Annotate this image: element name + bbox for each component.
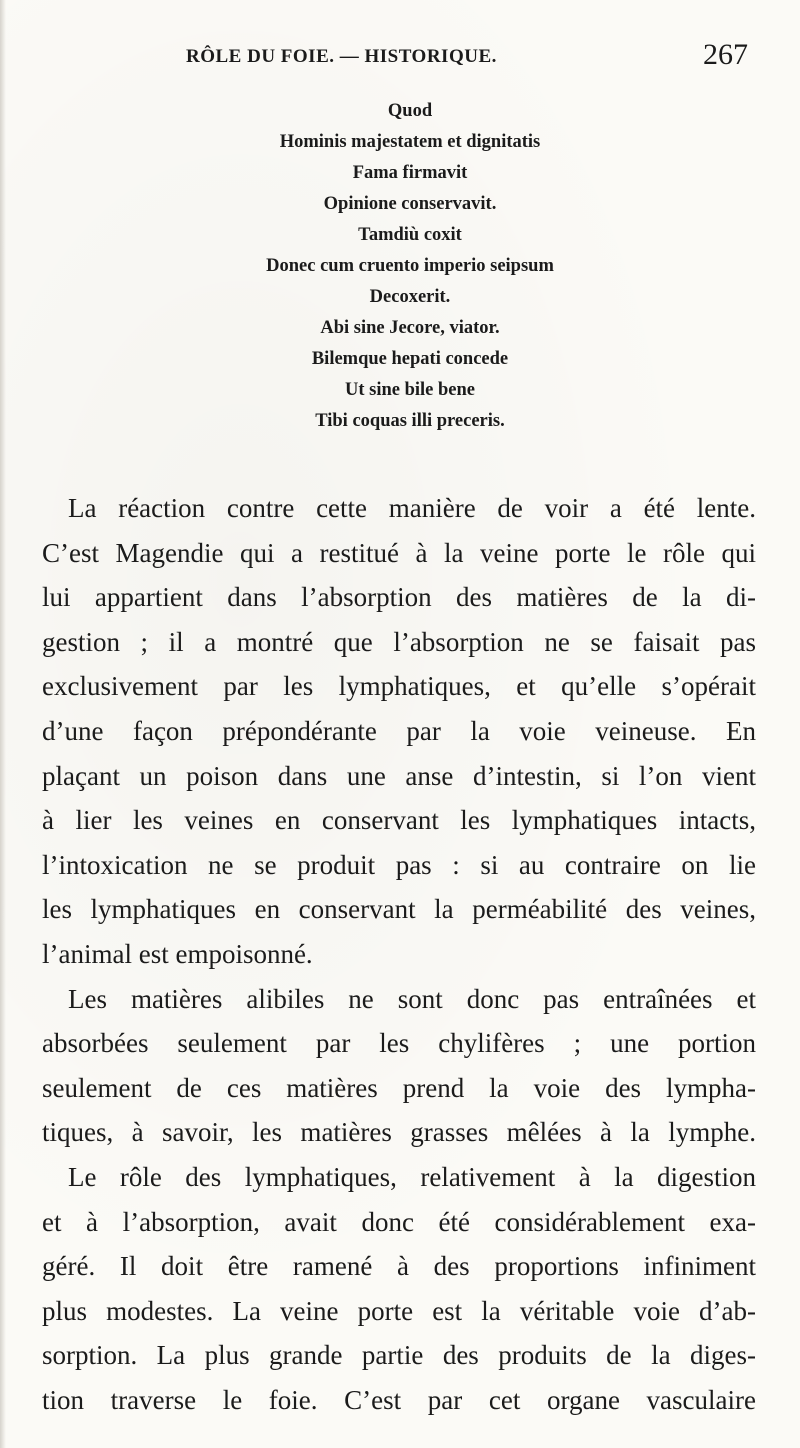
- text-line: tion traverse le foie. C’est par cet organe vasculaire: [42, 1384, 756, 1415]
- epitaph-line: Bilemque hepati concede: [311, 349, 509, 369]
- text-line: La réaction contre cette manière de voir a été lente.: [68, 493, 756, 523]
- text-line: géré. Il doit être ramené à des proportions infiniment: [42, 1251, 756, 1282]
- text-line: l’intoxication ne se produit pas : si au contraire on lie: [42, 849, 756, 880]
- epitaph-line: Decoxerit.: [369, 287, 451, 307]
- body-text: [42, 486, 756, 1422]
- epitaph-line: Opinione conservavit.: [323, 194, 497, 214]
- text-line: Les matières alibiles ne sont donc pas entraînées et: [68, 983, 756, 1014]
- text-line: gestion ; il a montré que l’absorption ne se faisait pas: [42, 626, 756, 657]
- page-number: 267: [703, 38, 748, 71]
- text-line: et à l’absorption, avait donc été considérablement exa-: [42, 1206, 756, 1237]
- text-line: plaçant un poison dans une anse d’intestin, si l’on vient: [42, 760, 756, 791]
- text-line: tiques, à savoir, les matières grasses mêlées à la lymphe.: [42, 1117, 756, 1148]
- text-line: à lier les veines en conservant les lymphatiques intacts,: [42, 805, 756, 836]
- text-line: seulement de ces matières prend la voie des lympha-: [42, 1072, 756, 1103]
- epitaph-line: Donec cum cruento imperio seipsum: [266, 256, 554, 276]
- text-line: les lymphatiques en conservant la perméabilité des veines,: [42, 894, 756, 925]
- latin-epitaph: [0, 96, 800, 437]
- text-line: l’animal est empoisonné.: [42, 938, 313, 969]
- running-head: [0, 40, 800, 80]
- epitaph-line: Abi sine Jecore, viator.: [320, 318, 500, 338]
- text-line: plus modestes. La veine porte est la véritable voie d’ab-: [42, 1295, 756, 1326]
- epitaph-line: Tibi coquas illi preceris.: [315, 411, 505, 431]
- text-line: lui appartient dans l’absorption des matières de la di-: [42, 582, 756, 613]
- text-line: C’est Magendie qui a restitué à la veine porte le rôle qui: [42, 537, 756, 568]
- text-line: d’une façon prépondérante par la voie veineuse. En: [42, 715, 756, 746]
- text-line: absorbées seulement par les chylifères ; une portion: [42, 1028, 756, 1059]
- epitaph-line: Hominis majestatem et dignitatis: [279, 132, 541, 152]
- epitaph-line: Quod: [387, 101, 433, 121]
- running-title: RÔLE DU FOIE. — HISTORIQUE.: [186, 46, 497, 67]
- epitaph-line: Ut sine bile bene: [344, 380, 475, 400]
- paragraph-3: [42, 1155, 756, 1423]
- paragraph-2: [42, 977, 756, 1155]
- epitaph-line: Tamdiù coxit: [358, 225, 462, 245]
- paragraph-1: [42, 486, 756, 977]
- text-line: Le rôle des lymphatiques, relativement à la digestion: [68, 1161, 756, 1192]
- text-line: sorption. La plus grande partie des produits de la diges-: [42, 1340, 756, 1371]
- text-line: exclusivement par les lymphatiques, et qu’elle s’opérait: [42, 671, 756, 702]
- epitaph-line: Fama firmavit: [352, 163, 468, 183]
